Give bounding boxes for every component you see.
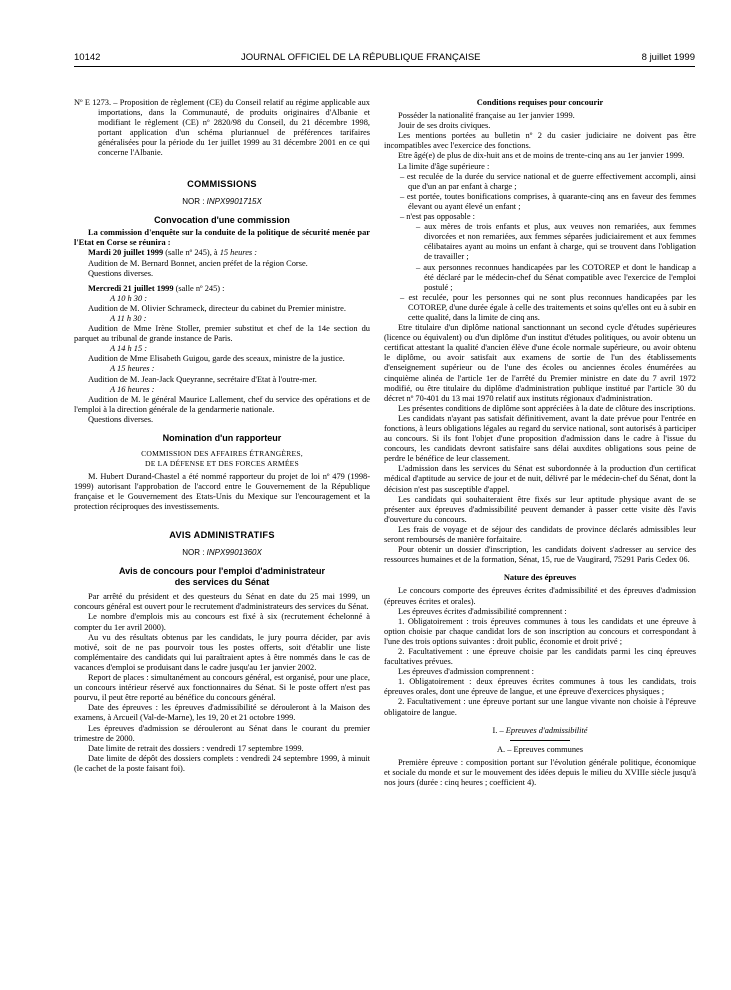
page-number: 10142: [74, 52, 101, 63]
nationalite: Posséder la nationalité française au 1er janvier 1999.: [398, 111, 575, 121]
resultats-paragraph: Au vu des résultats obtenus par les candidats, le jury pourra décider, par avis motivé, soit de ne pas pourvoir tous les postes offerts, soit d'établir une liste complémentaire des candidats qui lui paraîtraient aptes à être nommés dans le cas de vacances d'emploi se produisant dans le cadre jusqu'au 1er janvier 2002.: [74, 632, 370, 672]
report-places-paragraph: Report de places : simultanément au concours général, est organisé, pour une place, un concours intérieur réservé aux fonctionnaires du Sénat. Si le poste offert n'est pas pourvu, il peut être reporté au bénéfice du concours général.: [74, 673, 370, 703]
limite-item-2: – est portée, toutes bonifications comprises, à quarante-cinq ans en faveur des femmes élevant ou ayant élevé un enfant ;: [400, 191, 696, 211]
nor-reference-2: [74, 548, 370, 558]
mardi-room: (salle nº 245), à: [165, 248, 218, 258]
retrait-dossiers-paragraph: Date limite de retrait des dossiers : vendredi 17 septembre 1999.: [88, 743, 304, 753]
frais-voyage: Les frais de voyage et de séjour des candidats de province déclarés admissibles leur seront remboursés de manière forfaitaire.: [384, 524, 696, 545]
mardi-date: Mardi 20 juillet 1999: [88, 248, 164, 258]
conditions-heading: Conditions requises pour concourir: [476, 98, 604, 107]
commissions-heading: COMMISSIONS: [187, 178, 257, 189]
audition-queyranne: Audition de M. Jean-Jack Queyranne, secrétaire d'Etat à l'outre-mer.: [88, 374, 317, 384]
depot-dossiers-paragraph: Date limite de dépôt des dossiers complets : vendredi 24 septembre 1999, à minuit (le cachet de la poste faisant foi).: [74, 753, 370, 773]
commission-enquete: La commission d'enquête sur la conduite de la politique de sécurité menée par l'Etat en Corse se réunira :: [74, 228, 370, 248]
section-divider: [510, 740, 570, 741]
mercredi-room: (salle nº 245) :: [175, 283, 225, 293]
audition-stoller: Audition de Mme Irène Stoller, premier substitut et chef de la 14e section du parquet au tribunal de grande instance de Paris.: [74, 324, 370, 344]
section-i-number: I. –: [492, 725, 504, 735]
durand-chastel-paragraph: M. Hubert Durand-Chastel a été nommé rapporteur du projet de loi nº 479 (1998-1999) autorisant l'approbation de l'accord entre le Gouvernement de la République française et le Gouvernement des Etats-Unis du Mexique sur l'encouragement et la protection réciproques des investissements.: [74, 471, 370, 511]
obtenir-dossier: Pour obtenir un dossier d'inscription, les candidats doivent s'adresser au service des ressources humaines et de la formation, Sénat, 15, rue de Vaugirard, 75291 Paris Cedex 06.: [384, 545, 696, 565]
admission-certificat: L'admission dans les services du Sénat est subordonnée à la production d'un certificat médical d'aptitude au service de jour et de nuit, délivré par le médecin-chef du Sénat, dont la décision n'est pas susceptible d'appel.: [384, 464, 696, 494]
left-column: [74, 98, 370, 774]
limite-item-4: – est reculée, pour les personnes qui ne sont plus reconnues handicapées par les COTOREP, d'une durée égale à celle des traitements et soins qu'elles ont eu à subir en cette qualité, dans la limite de cinq ans.: [400, 292, 696, 322]
concours-heading-line1: Avis de concours pour l'emploi d'administrateur: [119, 566, 325, 577]
mercredi-date: Mercredi 21 juillet 1999: [88, 283, 174, 293]
mardi-time: 15 heures :: [219, 248, 258, 258]
convocation-heading: Convocation d'une commission: [154, 214, 290, 225]
section-i-title: Epreuves d'admissibilité: [505, 725, 588, 735]
arrete-paragraph: Par arrêté du président et des questeurs du Sénat en date du 25 mai 1999, un concours général est ouvert pour le recrutement d'administrateurs des services du Sénat.: [74, 592, 370, 612]
commission-etrangeres-line1: COMMISSION DES AFFAIRES ÉTRANGÈRES,: [141, 448, 303, 458]
facultativement-1: 2. Facultativement : une épreuve choisie par les candidats parmi les cinq épreuves facultatives prévues.: [384, 646, 696, 667]
diplome-paragraph: Etre titulaire d'un diplôme national sanctionnant un second cycle d'études supérieures (licence ou équivalent) ou d'un diplôme d'un institut d'études politiques, ou avoir obtenu un certificat attestant la qualité d'ancien élève d'une école normale supérieure, ou avoir obtenu le diplôme, ou avoir satisfait aux examens de sortie de l'un des établissements d'enseignement supérieur ou de l'une des écoles ou anciennes écoles énumérées au cinquième alinéa de l'article 1er de l'arrêté du Premier ministre en date du 7 avril 1972 modifié, ou être titulaire du diplôme d'administration publique institué par l'article 30 du décret nº 70-401 du 13 mai 1970 relatif aux instituts régionaux d'administration.: [384, 323, 696, 403]
nature-epreuves-heading: Nature des épreuves: [503, 573, 577, 583]
nor-code: INPX9901360X: [206, 548, 262, 558]
bulletin-casier: Les mentions portées au bulletin nº 2 du casier judiciaire ne doivent pas être incompatibles avec l'exercice des fonctions.: [384, 131, 696, 151]
concours-heading-line2: des services du Sénat: [174, 576, 270, 587]
audition-lallement: Audition de M. le général Maurice Lallement, chef du service des opérations et de l'emploi à la direction générale de la gendarmerie nationale.: [74, 394, 370, 414]
e1273-proposal: Nº E 1273. – Proposition de règlement (CE) du Conseil relatif au régime applicable aux importations, dans la Communauté, de produits originaires d'Albanie et modifiant le règlement (CE) nº 2820/98 du Conseil, du 21 décembre 1998, portant application d'un schéma pluriannuel de préférences tarifaires généralisées pour la période du 1er juillet 1999 au 31 décembre 2001 en ce qui concerne l'Albanie.: [74, 98, 370, 158]
limite-age-intro: La limite d'âge supérieure :: [398, 161, 490, 171]
header-rule: [74, 66, 695, 67]
limite-item-1: – est reculée de la durée du service national et de guerre effectivement accompli, ainsi que d'un an par enfant à charge ;: [400, 171, 696, 191]
epreuves-admission-intro: Les épreuves d'admission comprennent :: [398, 667, 534, 677]
condition-age: Etre âgé(e) de plus de dix-huit ans et de moins de trente-cinq ans au 1er janvier 1999.: [398, 151, 685, 161]
mardi-session: [74, 248, 370, 258]
facultativement-2: 2. Facultativement : une épreuve portant sur une langue vivante non choisie à l'épreuve obligatoire de langue.: [384, 697, 696, 717]
limite-item-3b: – aux personnes reconnues handicapées par les COTOREP et dont le handicap a été déclaré par le médecin-chef du Sénat compatible avec l'exercice de l'emploi postulé ;: [416, 262, 696, 292]
right-column: [384, 98, 696, 788]
time-16h: A 16 heures :: [110, 384, 155, 394]
droits-civiques: Jouir de ses droits civiques.: [398, 121, 491, 131]
aptitude-physique: Les candidats qui souhaiteraient être fixés sur leur aptitude physique avant de se présenter aux épreuves d'admissibilité peuvent demander à passer cette visite dès l'avis d'ouverture du concours.: [384, 494, 696, 524]
limite-item-3: – n'est pas opposable :: [400, 212, 476, 222]
epreuves-ecrites-intro: Les épreuves écrites d'admissibilité comprennent :: [398, 606, 567, 616]
audition-guigou: Audition de Mme Elisabeth Guigou, garde des sceaux, ministre de la justice.: [88, 354, 345, 364]
time-14h15: A 14 h 15 :: [110, 344, 148, 354]
premiere-epreuve: Première épreuve : composition portant sur l'évolution générale politique, économique et sociale du monde et sur le mouvement des idées depuis le milieu du XVIIIe siècle jusqu'à nos jours (durée : cinq heures ; coefficient 4).: [384, 757, 696, 787]
limite-item-3a: – aux mères de trois enfants et plus, aux veuves non remariées, aux femmes divorcées et non remariées, aux femmes séparées judiciairement et aux femmes célibataires ayant au moins un enfant à charge, qui se trouvent dans l'obligation de travailler ;: [416, 222, 696, 262]
obligatoirement-2: 1. Obligatoirement : deux épreuves écrites communes à tous les candidats, trois épreuves orales, dont une épreuve de langue, et une épreuve d'exercices physiques ;: [384, 677, 696, 697]
page-date: 8 juillet 1999: [641, 52, 695, 63]
concours-comporte: Le concours comporte des épreuves écrites d'admissibilité et des épreuves d'admission (épreuves écrites et orales).: [384, 586, 696, 606]
journal-title: JOURNAL OFFICIEL DE LA RÉPUBLIQUE FRANÇAISE: [241, 52, 481, 63]
nor-label: NOR :: [182, 196, 205, 206]
presentes-conditions: Les présentes conditions de diplôme sont appréciées à la date de clôture des inscriptions.: [398, 403, 696, 413]
section-a-heading: A. – Epreuves communes: [496, 744, 584, 754]
audition-schrameck: Audition de M. Olivier Schrameck, directeur du cabinet du Premier ministre.: [88, 303, 346, 313]
mercredi-session: [74, 284, 370, 294]
nor-label: NOR :: [182, 548, 205, 558]
nombre-emplois-paragraph: Le nombre d'emplois mis au concours est fixé à six (recrutement échelonné à compter du 1er avril 2000).: [74, 612, 370, 632]
time-10h30: A 10 h 30 :: [110, 293, 148, 303]
dates-epreuves-paragraph: Date des épreuves : les épreuves d'admissibilité se dérouleront à la Maison des examens, à Arcueil (Val-de-Marne), les 19, 20 et 21 octobre 1999.: [74, 703, 370, 723]
commission-etrangeres-line2: DE LA DÉFENSE ET DES FORCES ARMÉES: [145, 458, 299, 468]
nor-reference-1: [74, 197, 370, 207]
rapporteur-heading: Nomination d'un rapporteur: [162, 433, 282, 444]
nor-code: INPX9901715X: [206, 196, 262, 206]
candidats-service-national: Les candidats n'ayant pas satisfait définitivement, avant la date prévue pour l'entrée en fonctions, à leurs obligations légales au regard du service national, sont autorisés à participer au concours. Si ils font l'objet d'une proposition d'admission dans le cadre à l'issue du concours, les candidats devront satisfaire sans délai auxdites obligations sous peine de perdre le bénéfice de leur classement.: [384, 413, 696, 464]
audition-bonnet: Audition de M. Bernard Bonnet, ancien préfet de la région Corse.: [88, 258, 308, 268]
questions-diverses-2: Questions diverses.: [88, 414, 154, 424]
questions-diverses-1: Questions diverses.: [88, 268, 154, 278]
obligatoirement-1: 1. Obligatoirement : trois épreuves communes à tous les candidats et une épreuve à option choisie par chaque candidat lors de son inscription au concours et correspondant à l'une des trois options suivantes : droit public, économie et droit privé ;: [384, 616, 696, 646]
time-15h: A 15 heures :: [110, 364, 155, 374]
time-11h30: A 11 h 30 :: [110, 314, 147, 323]
avis-administratifs-heading: AVIS ADMINISTRATIFS: [169, 530, 275, 541]
section-i-heading: [384, 726, 696, 736]
page-header: [74, 52, 695, 66]
admission-paragraph: Les épreuves d'admission se dérouleront au Sénat dans le courant du premier trimestre de 2000.: [74, 723, 370, 743]
